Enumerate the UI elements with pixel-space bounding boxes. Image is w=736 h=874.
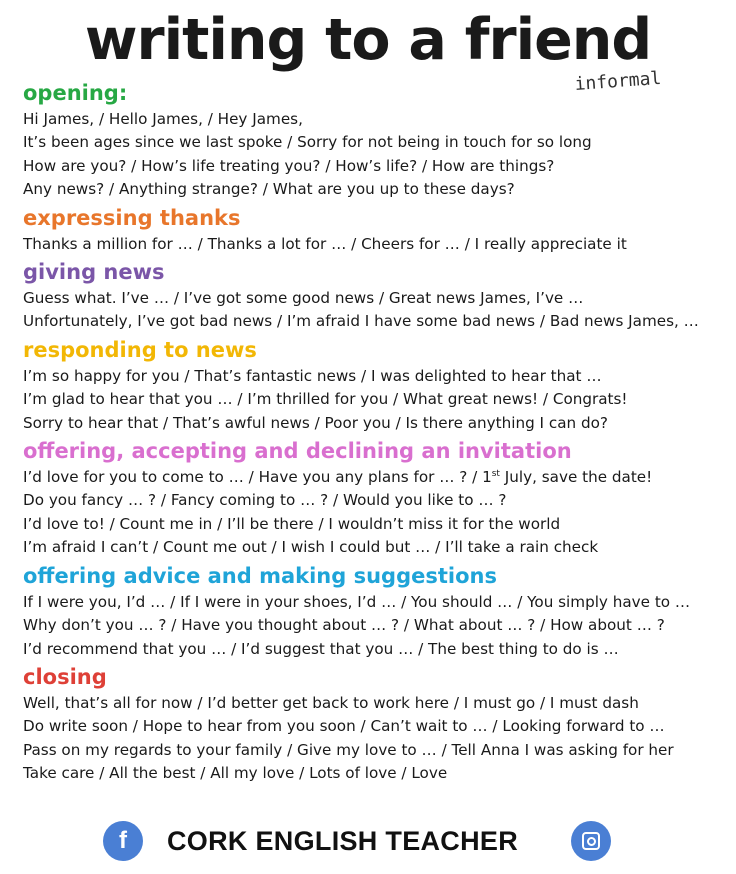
heading-closing: closing	[23, 664, 107, 689]
phrase-list	[23, 77, 728, 786]
section-invitation	[23, 437, 728, 560]
section-giving-news	[23, 258, 728, 334]
phrase-line: Take care / All the best / All my love / Lots of love / Love	[23, 764, 448, 783]
phrase-line: Thanks a million for … / Thanks a lot for … / Cheers for … / I really appreciate it	[23, 234, 627, 253]
page-title: writing to a friend	[84, 7, 652, 73]
phrase-line: Pass on my regards to your family / Give my love to … / Tell Anna I was asking for her	[23, 740, 674, 759]
phrase-line: Hi James, / Hello James, / Hey James,	[23, 110, 303, 128]
phrase-line: Do write soon / Hope to hear from you soon / Can’t wait to … / Looking forward to …	[23, 717, 665, 736]
footer	[0, 813, 736, 869]
phrase-line: I’d love to! / Count me in / I’ll be there / I wouldn’t miss it for the world	[23, 514, 561, 533]
phrase-line: Unfortunately, I’ve got bad news / I’m afraid I have some bad news / Bad news James, …	[23, 312, 699, 331]
phrase-line: I’m so happy for you / That’s fantastic news / I was delighted to hear that …	[23, 366, 602, 385]
heading-giving-news: giving news	[23, 260, 165, 285]
phrase-text: I’d love for you to come to … / Have you any plans for … ? / 1	[23, 468, 492, 487]
instagram-icon[interactable]	[571, 821, 611, 861]
phrase-line: How are you? / How’s life treating you? / How’s life? / How are things?	[23, 156, 555, 175]
heading-advice: offering advice and making suggestions	[23, 563, 497, 588]
heading-opening: opening:	[23, 81, 128, 105]
phrase-line: If I were you, I’d … / If I were in your shoes, I’d … / You should … / You simply have to …	[23, 592, 691, 611]
phrase-line: Well, that’s all for now / I’d better get back to work here / I must go / I must dash	[23, 693, 639, 712]
heading-responding-to-news: responding to news	[23, 337, 257, 362]
ordinal-suffix: st	[491, 469, 500, 479]
phrase-line: Sorry to hear that / That’s awful news / Poor you / Is there anything I can do?	[23, 413, 608, 432]
phrase-line: I’m afraid I can’t / Count me out / I wish I could but … / I’ll take a rain check	[23, 538, 599, 557]
phrase-text: July, save the date!	[499, 468, 653, 487]
section-responding-to-news	[23, 336, 728, 435]
heading-invitation: offering, accepting and declining an invitation	[23, 439, 572, 464]
brand-name: CORK ENGLISH TEACHER	[167, 826, 519, 856]
phrase-line: I’m glad to hear that you … / I’m thrilled for you / What great news! / Congrats!	[23, 390, 628, 409]
phrase-line: I’d recommend that you … / I’d suggest that you … / The best thing to do is …	[23, 639, 619, 658]
heading-expressing-thanks: expressing thanks	[23, 205, 241, 230]
phrase-line: Why don’t you … ? / Have you thought about … ? / What about … ? / How about … ?	[23, 616, 665, 635]
phrase-line: Guess what. I’ve … / I’ve got some good news / Great news James, I’ve …	[23, 289, 584, 308]
section-closing	[23, 663, 728, 786]
section-opening	[23, 79, 728, 202]
phrase-line: Do you fancy … ? / Fancy coming to … ? / Would you like to … ?	[23, 491, 507, 510]
phrase-line: It’s been ages since we last spoke / Sorry for not being in touch for so long	[23, 133, 592, 152]
phrase-line	[23, 466, 728, 489]
informal-note: informal	[574, 67, 662, 95]
facebook-icon[interactable]: f	[103, 821, 143, 861]
phrase-line: Any news? / Anything strange? / What are you up to these days?	[23, 180, 515, 199]
section-expressing-thanks	[23, 204, 728, 256]
section-advice	[23, 562, 728, 661]
instagram-lens	[587, 837, 596, 846]
